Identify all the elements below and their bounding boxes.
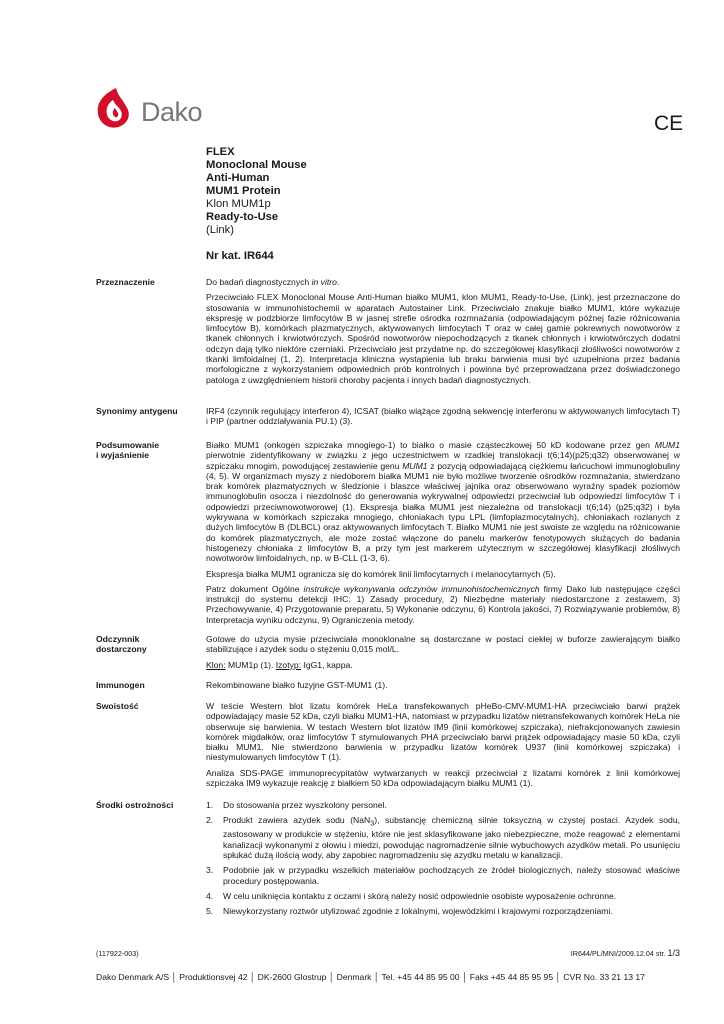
section-label-immunogen: Immunogen bbox=[96, 680, 145, 690]
section-label-podsumowanie: Podsumowanie i wyjaśnienie bbox=[96, 440, 160, 461]
list-item: 5. Niewykorzystany roztwór utylizować zgodnie z lokalnymi, wojewódzkimi i krajowymi rozporządzeniami. bbox=[206, 906, 613, 917]
dako-logo-drop-icon bbox=[98, 88, 129, 128]
page-number: 1/3 bbox=[667, 948, 680, 958]
section-label-swoistosc: Swoistość bbox=[96, 701, 139, 711]
przeznaczenie-p2: Przeciwciało FLEX Monoclonal Mouse Anti-Human białko MUM1, klon MUM1, Ready-to-Use, (Link), jest przeznaczone do stosowania w immunohistochemii w aparatach Autostainer Link. Przeciwciało znakuje białko MUM1, które wykazuje ekspresję w podzbiorze limfocytów B w jasnej strefie ośrodka rozmnażania (odpowiadającym późnej fazie różnicowania limfocytów B), komórkach plazmatycznych, aktywowanych limfocytach T oraz w całej gamie pokrewnych nowotworów z tkanek chłonnych i krwiotwórczych. Spośród nowotworów niepochodzących z tkanek chłonnych i krwiotwórczych dodatni odczyn dają tylko niektóre czerniaki. Przeciwciało jest przydatne np. do szczegółowej klasyfikacji złośliwości nowotworów z tkanki limfoidalnej (1, 2). Interpretacja kliniczna wystąpienia lub braku barwienia musi być uzupełniona przez badania morfologiczne z wykorzystaniem odpowiednich prób kontrolnych i powinna być przeprowadzana przez doświadczonego patologa z uwzględnieniem historii choroby pacjenta i innych badań diagnostycznych. bbox=[206, 292, 680, 385]
section-body-przeznaczenie bbox=[206, 277, 680, 390]
dako-logo-text: Dako bbox=[141, 97, 203, 127]
list-item: 2. Produkt zawiera azydek sodu (NaN$_3$), substancję chemiczną silnie toksyczną w czystej postaci. Azydek sodu, zastosowany w produkcie w stężeniu, które nie jest sklasyfikowane jako niebezpieczne, może reagować z elementami kanalizacji wykonanymi z ołowiu i miedzi, powodując nagromadzenie silnie wybuchowych azydków metali. Po usunięciu spłukać dużą ilością wody, aby zapobiec nagromadzeniu się azydku metalu w kanalizacji. bbox=[206, 815, 680, 860]
przeznaczenie-p1: Do badań diagnostycznych in vitro. bbox=[206, 277, 340, 287]
immunogen-p1: Rekombinowane białko fuzyjne GST-MUM1 (1). bbox=[206, 680, 388, 690]
product-title-line4: MUM1 Protein bbox=[206, 185, 281, 197]
product-clone: Klon MUM1p bbox=[206, 198, 271, 210]
footer-document-code: (117922-003) bbox=[96, 949, 139, 958]
podsumowanie-p1: Białko MUM1 (onkogen szpiczaka mnogiego-1) to białko o masie cząsteczkowej 50 kD kodowane przez gen MUM1 pierwotnie zidentyfikowany w związku z jego uczestnictwem w rzadkiej translokacji t(6;14)(p25;q32) obserwowanej w szpiczaku mnogim, powodującej zestawienie genu MUM1 z pozycją odpowiadającą ciężkiemu łańcuchowi immunoglobuliny (4, 5). W organizmach myszy z niedoborem białka MUM1 nie było możliwe tworzenie ośrodków rozmnażania, stwierdzano brak komórek plazmatycznych w śledzionie i blaszce właściwej jajnika oraz obserwowano wyraźny spadek poziomów immunoglobulin osocza i niezdolność do generowania wykrywalnej odpowiedzi przeciwciał lub odpowiedzi limfocytów T i odpowiedzi przeciwnowotworowej (1). Ekspresja białka MUM1 jest niezależna od translokacji t(6;14) (p25;q32) i była wykrywana w komórkach szpiczaka mnogiego, chłoniakach typu LPL (limfoplazmocytalnych), chłoniakach rozlanych z dużych limfocytów B (DLBCL) oraz aktywowanych limfocytach T. Białko MUM1 nie jest swoiste ze względu na różnicowanie do komórek plazmatycznych, ale może zostać włączone do panelu markerów fenotypowych służących do badania histogenezy chłoniaka z limfocytów B, a przy tym jest markerem użytecznym w szczegółowej klasyfikacji złośliwych nowotworów limfoidalnych, np. w B-CLL (1-3, 6). bbox=[206, 440, 680, 564]
podsumowanie-p3: Patrz dokument Ogólne instrukcje wykonywania odczynów immunohistochemicznych firmy Dako lub następujące części instrukcji do systemu detekcji IHC: 1) Zasady procedury, 2) Niezbędne materiały niedostarczone z zestawem, 3) Przechowywanie, 4) Przygotowanie preparatu, 5) Wykonanie odczynu, 6) Kontrola jakości, 7) Rozwiązywanie problemów, 8) Interpretacja wyniku odczynu, 9) Ograniczenia metody. bbox=[206, 583, 681, 625]
footer-company-info: Dako Denmark A/S │ Produktionsvej 42 │ DK-2600 Glostrup │ Denmark │ Tel. +45 44 85 95 00 │ Faks +45 44 85 95 95 │ CVR No. 33 21 13 17 bbox=[96, 972, 645, 982]
section-label-przeznaczenie: Przeznaczenie bbox=[96, 277, 155, 287]
synonimy-p1: IRF4 (czynnik regulujący interferon 4), ICSAT (białko wiążące zgodną sekwencję interferonu w aktywowanych limfocytach T) i PIP (partner oddziaływania PU.1) (3). bbox=[206, 406, 680, 427]
odczynnik-p1: Gotowe do użycia mysie przeciwciała monoklonalne są dostarczane w postaci ciekłej w buforze zawierającym białko stabilizujące i azydek sodu o stężeniu 0,015 mol/L. bbox=[206, 634, 680, 655]
section-label-srodki: Środki ostrożności bbox=[96, 800, 174, 810]
precautions-list bbox=[206, 800, 680, 916]
list-item: 4. W celu uniknięcia kontaktu z oczami i skórą należy nosić odpowiednie osobiste wyposażenie ochronne. bbox=[206, 890, 617, 901]
swoistosc-p1: W teście Western blot lizatu komórek HeLa transfekowanych pHeBo-CMV-MUM1-HA przeciwciało barwi prążek odpowiadający masie 52 kDa, czyli białku MUM1-HA, natomiast w przypadku lizatów nietransfekowanych komórek HeLa nie obserwuje się barwienia. W testach Western blot lizatów IM9 (linii komórkowej szpiczaka), niefrakcjonowanych zawiesin komórek migdałków, oraz limfocytów T stymulowanych PHA przeciwciało barwi prążek odpowiadający masie 50 kDa, czyli białku MUM1. Nie stwierdzono barwienia w przypadku lizatów komórek U937 (linii komórkowej szpiczaka) i niestymulowanych limfocytów T (1). bbox=[206, 701, 680, 763]
product-title-line7: (Link) bbox=[206, 224, 234, 236]
product-title-line1: FLEX bbox=[206, 146, 235, 158]
section-body-swoistosc bbox=[206, 701, 680, 793]
section-body-srodki bbox=[206, 800, 680, 921]
product-title-line3: Anti-Human bbox=[206, 172, 270, 184]
footer-page-ref: IR644/PL/MNI/2009.12.04 str. 1/3 bbox=[570, 948, 680, 958]
catalog-number: Nr kat. IR644 bbox=[206, 250, 274, 262]
product-title-line6: Ready-to-Use bbox=[206, 211, 279, 223]
section-body-odczynnik bbox=[206, 634, 680, 675]
section-body-podsumowanie bbox=[206, 440, 680, 630]
product-title-line2: Monoclonal Mouse bbox=[206, 159, 307, 171]
list-item: 3. Podobnie jak w przypadku wszelkich materiałów pochodzących ze źródeł biologicznych, należy stosować właściwe procedury postępowania. bbox=[206, 865, 680, 886]
section-label-odczynnik: Odczynnik dostarczony bbox=[96, 634, 147, 655]
podsumowanie-p2: Ekspresja białka MUM1 ogranicza się do komórek linii limfocytarnych i melanocytarnych (5). bbox=[206, 568, 556, 579]
section-label-synonimy: Synonimy antygenu bbox=[96, 406, 178, 416]
swoistosc-p2: Analiza SDS-PAGE immunoprecypitatów wytwarzanych w reakcji przeciwciał z lizatami komórek z linii komórkowej szpiczaka IM9 wykazuje reakcję z białkiem 50 kDa odpowiadającym białku MUM1 (1). bbox=[206, 767, 680, 789]
section-body-immunogen bbox=[206, 680, 680, 695]
ce-mark: CE bbox=[654, 112, 684, 135]
list-item: 1. Do stosowania przez wyszkolony personel. bbox=[206, 800, 387, 810]
section-body-synonimy bbox=[206, 406, 680, 432]
odczynnik-klon-izotyp: Klon: MUM1p (1). Izotyp: IgG1, kappa. bbox=[206, 659, 353, 670]
